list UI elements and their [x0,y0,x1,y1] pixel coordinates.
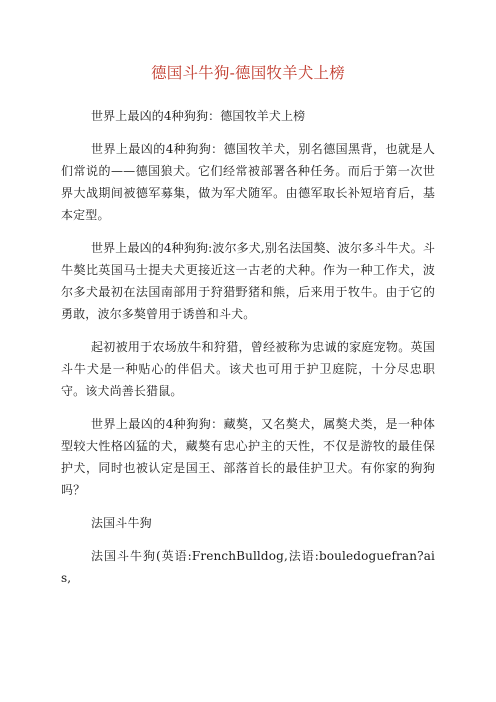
document-title: 德国斗牛狗-德国牧羊犬上榜 [151,64,345,82]
paragraph-2: 世界上最凶的4种狗狗：德国牧羊犬，别名德国黑背，也就是人们常说的——德国狼犬。它们经常被部署各种任务。而后于第一次世界大战期间被德军募集，做为军犬随军。由德军取长补短培育后，基本定型。 [61,142,435,222]
paragraph-4: 起初被用于农场放牛和狩猎，曾经被称为忠诚的家庭宠物。英国斗牛犬是一种贴心的伴侣犬。该犬也可用于护卫庭院，十分尽忠职守。该犬尚善长猎鼠。 [61,340,435,398]
paragraph-1: 世界上最凶的4种狗狗：德国牧羊犬上榜 [91,109,306,123]
paragraph-7: 法国斗牛狗(英语:FrenchBulldog,法语:bouledoguefran?ais, [61,549,435,585]
paragraph-3: 世界上最凶的4种狗狗:波尔多犬,别名法国獒、波尔多斗牛犬。斗牛獒比英国马士提夫犬更接近这一古老的犬种。作为一种工作犬，波尔多犬最初在法国南部用于狩猎野猪和熊，后来用于牧牛。由于它的勇敢，波尔多獒曾用于诱兽和斗犬。 [61,241,435,321]
document-body [61,105,435,600]
paragraph-6: 法国斗牛狗 [91,516,152,530]
paragraph-5: 世界上最凶的4种狗狗：藏獒，又名獒犬，属獒犬类，是一种体型较大性格凶猛的犬，藏獒有忠心护主的天性，不仅是游牧的最佳保护犬，同时也被认定是国王、部落首长的最佳护卫犬。有你家的狗狗吗？ [61,417,435,497]
